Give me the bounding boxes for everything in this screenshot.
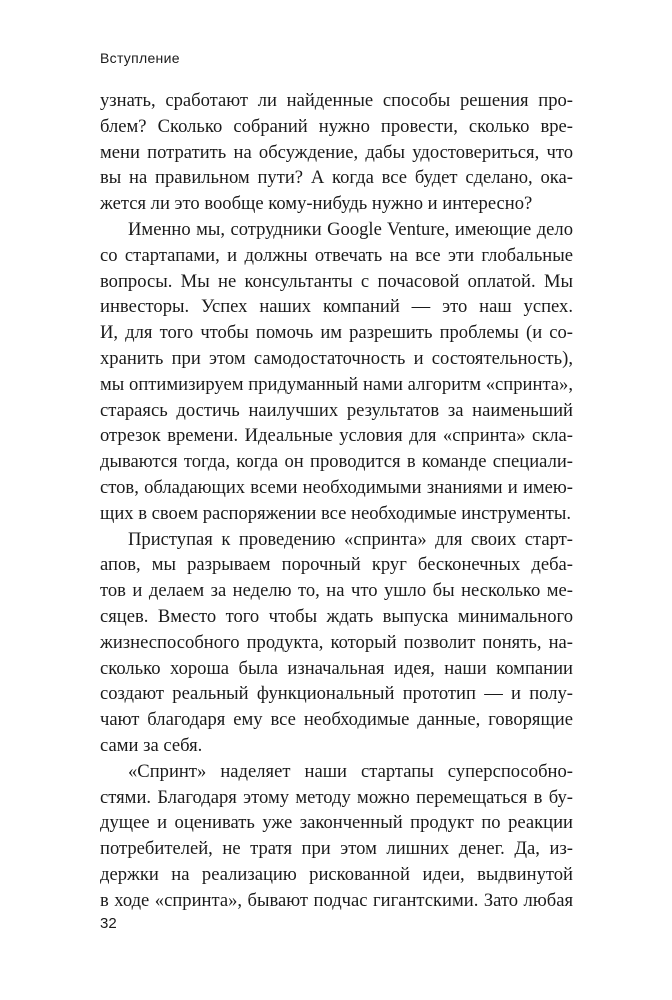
paragraph bbox=[100, 88, 573, 217]
text-line: тов и делаем за неделю то, на что ушло бы несколько ме- bbox=[100, 580, 573, 602]
text-line: хранить при этом самодостаточность и состоятельность), bbox=[100, 347, 573, 369]
text-line: дущее и оценивать уже законченный продукт по реакции bbox=[100, 812, 573, 834]
paragraph bbox=[100, 217, 573, 527]
text-line: узнать, сработают ли найденные способы решения про- bbox=[100, 90, 573, 111]
text-line: сколько хороша была изначальная идея, наши компании bbox=[100, 657, 573, 679]
text-line: вы на правильном пути? А когда все будет сделано, ока- bbox=[100, 167, 573, 189]
text-line: «Спринт» наделяет наши стартапы суперспособно- bbox=[128, 760, 573, 782]
text-line: создают реальный функциональный прототип — и полу- bbox=[100, 683, 573, 705]
paragraph bbox=[100, 759, 573, 914]
text-line: вопросы. Мы не консультанты с почасовой оплатой. Мы bbox=[100, 270, 573, 292]
text-line: потребителей, не тратя при этом лишних денег. Да, из- bbox=[100, 838, 573, 860]
body-text bbox=[100, 88, 573, 914]
running-head: Вступление bbox=[100, 50, 180, 66]
text-line: в ходе «спринта», бывают подчас гигантскими. Зато любая bbox=[100, 889, 573, 911]
text-line: И, для того чтобы помочь им разрешить проблемы (и со- bbox=[100, 322, 573, 344]
text-line: блем? Сколько собраний нужно провести, сколько вре- bbox=[100, 115, 573, 137]
text-line: чают благодаря ему все необходимые данные, говорящие bbox=[100, 709, 573, 731]
text-line: дываются тогда, когда он проводится в команде специали- bbox=[100, 451, 573, 473]
text-line: апов, мы разрываем порочный круг бесконечных деба- bbox=[100, 554, 573, 576]
paragraph bbox=[100, 527, 573, 759]
text-line: мы оптимизируем придуманный нами алгоритм «спринта», bbox=[100, 373, 573, 395]
text-line: Именно мы, сотрудники Google Venture, имеющие дело bbox=[128, 218, 573, 240]
page-number: 32 bbox=[100, 915, 117, 932]
text-line: со стартапами, и должны отвечать на все эти глобальные bbox=[100, 244, 573, 266]
text-line: жизнеспособного продукта, который позволит понять, на- bbox=[100, 631, 573, 653]
text-line: стов, обладающих всеми необходимыми знаниями и имею- bbox=[100, 476, 573, 498]
text-line: отрезок времени. Идеальные условия для «спринта» скла- bbox=[100, 425, 573, 447]
text-line: сами за себя. bbox=[100, 734, 203, 756]
text-line: стями. Благодаря этому методу можно перемещаться в бу- bbox=[100, 786, 573, 808]
text-line: сяцев. Вместо того чтобы ждать выпуска минимального bbox=[100, 605, 573, 627]
text-line: жется ли это вообще кому-нибудь нужно и интересно? bbox=[100, 193, 533, 215]
text-line: стараясь достичь наилучших результатов за наименьший bbox=[100, 399, 573, 421]
text-line: щих в своем распоряжении все необходимые инструменты. bbox=[100, 502, 572, 524]
text-line: инвесторы. Успех наших компаний — это наш успех. bbox=[100, 296, 573, 318]
text-line: держки на реализацию рискованной идеи, выдвинутой bbox=[100, 863, 573, 885]
text-line: Приступая к проведению «спринта» для своих старт- bbox=[128, 528, 573, 550]
text-line: мени потратить на обсуждение, дабы удостовериться, что bbox=[100, 141, 573, 163]
